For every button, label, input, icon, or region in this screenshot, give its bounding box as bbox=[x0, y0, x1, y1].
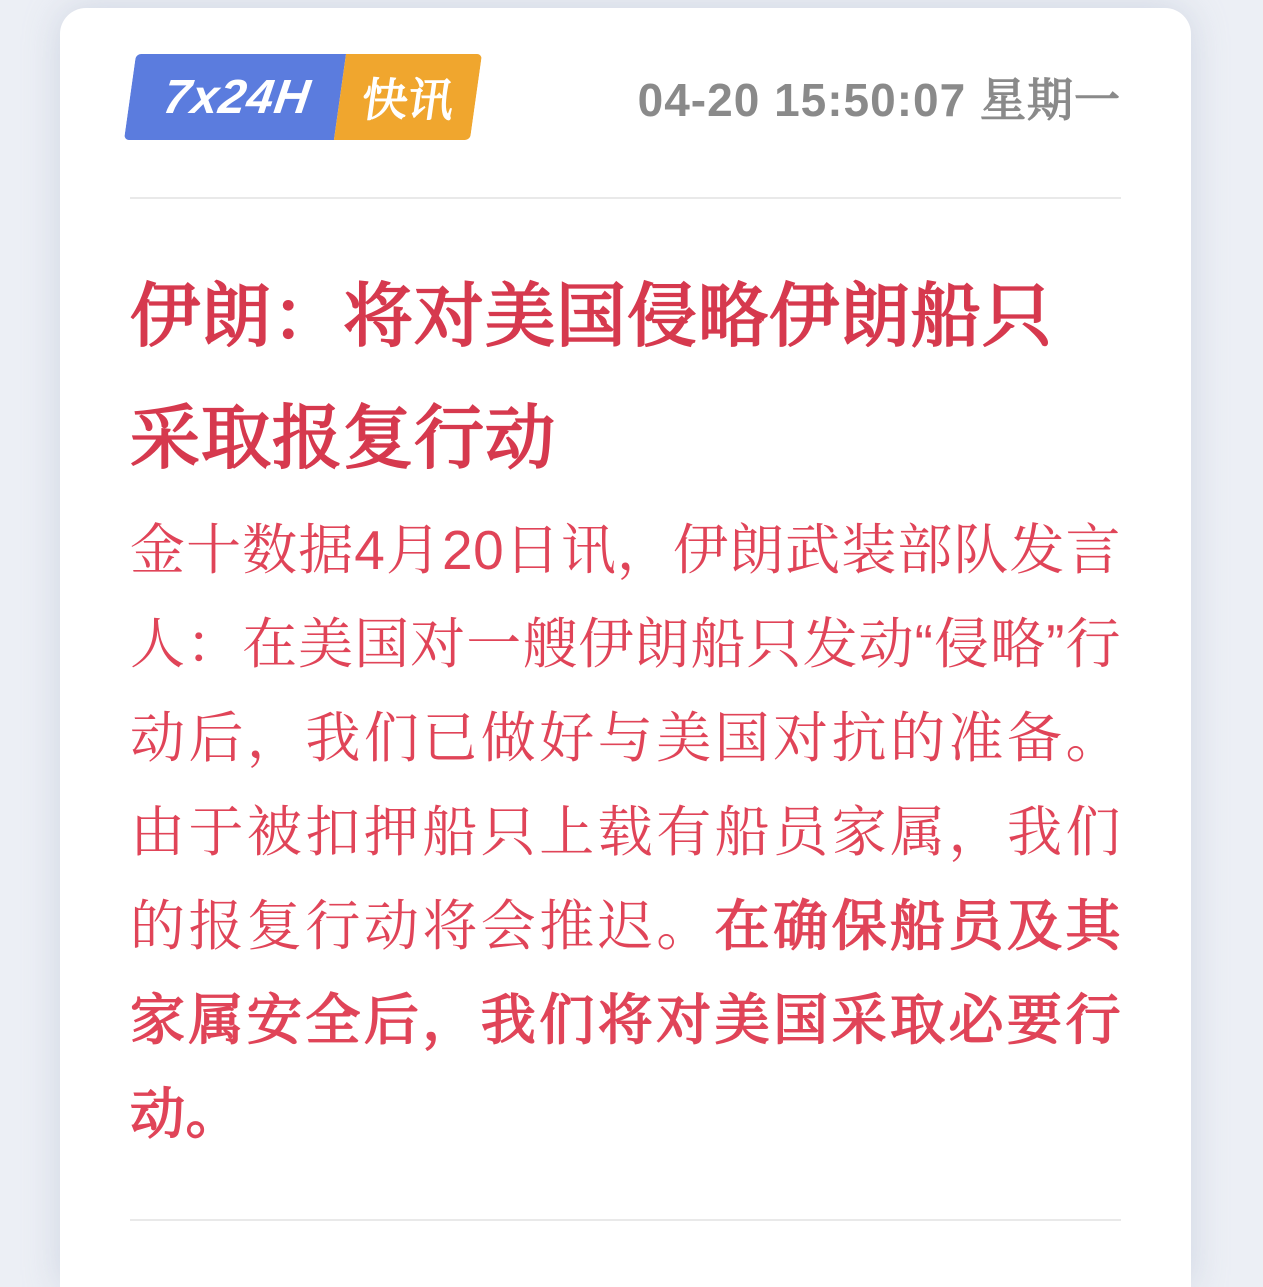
article-body-emphasis-text: 在确保船员及其家属安全后，我们将对美国采取必要行动。 bbox=[130, 895, 1121, 1145]
news-card bbox=[60, 8, 1191, 1287]
timestamp: 04-20 15:50:07 星期一 bbox=[637, 74, 1121, 126]
article-title: 伊朗：将对美国侵略伊朗船只采取报复行动 bbox=[130, 279, 1053, 478]
live-news-badge[interactable] bbox=[124, 54, 483, 140]
header-bar bbox=[130, 52, 1121, 142]
footer-divider bbox=[130, 1219, 1121, 1221]
badge-flash-segment: 快讯 bbox=[334, 54, 482, 140]
article-body bbox=[130, 503, 1121, 1161]
article-body-regular-text: 金十数据4月20日讯，伊朗武装部队发言人：在美国对一艘伊朗船只发动“侵略”行动后，我们已做好与美国对抗的准备。由于被扣押船只上载有船员家属，我们的报复行动将会推迟。 bbox=[130, 519, 1121, 957]
header-divider bbox=[130, 197, 1121, 199]
badge-hours-segment: 7x24H bbox=[124, 54, 347, 140]
